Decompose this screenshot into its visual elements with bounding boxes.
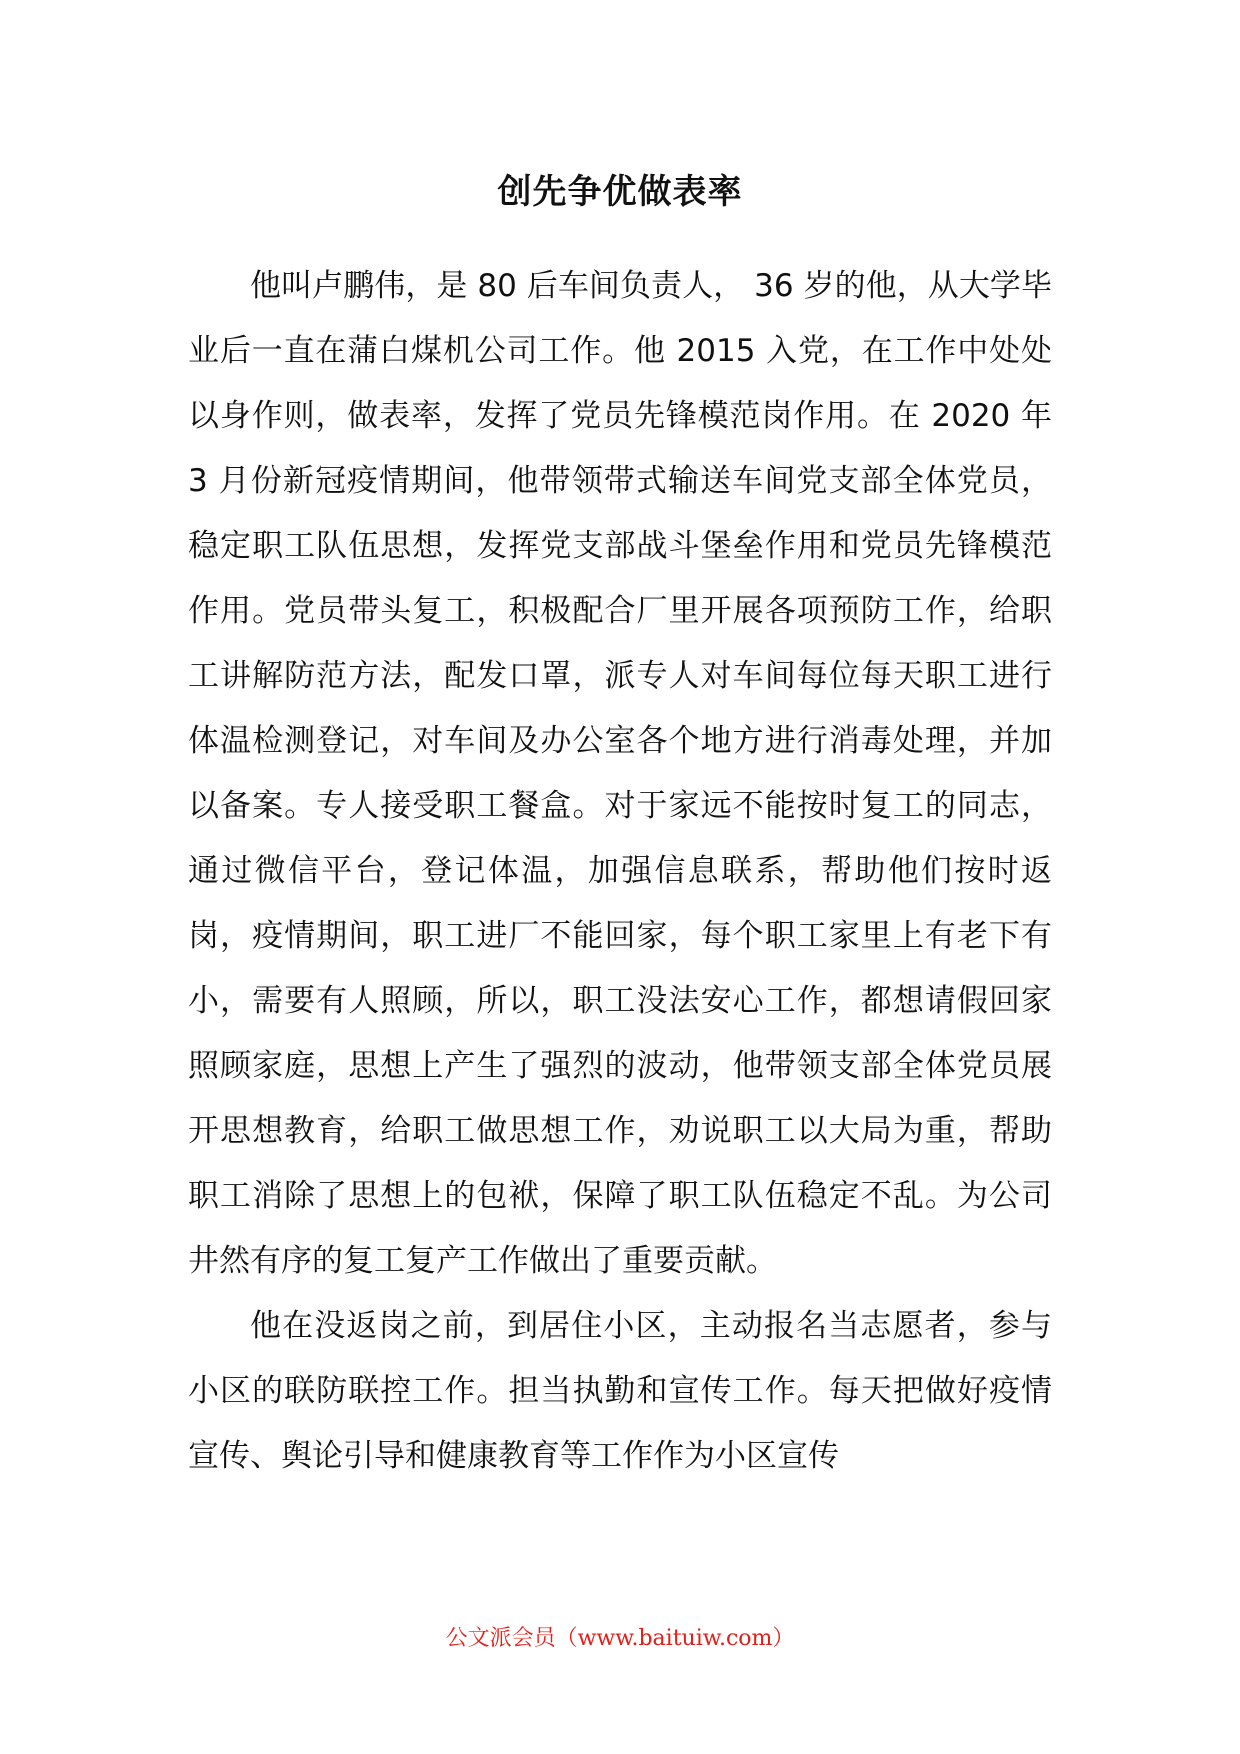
document-title: 创先争优做表率 [497, 172, 743, 212]
document-body [188, 254, 1052, 1489]
paragraph-1: 他叫卢鹏伟，是 80 后车间负责人， 36 岁的他，从大学毕业后一直在蒲白煤机公司工作。他 2015 入党，在工作中处处以身作则，做表率，发挥了党员先锋模范岗作用。在 2020 年 3 月份新冠疫情期间，他带领带式输送车间党支部全体党员，稳定职工队伍思想，发挥党支部战斗堡垒作用和党员先锋模范作用。党员带头复工，积极配合厂里开展各项预防工作，给职工讲解防范方法，配发口罩，派专人对车间每位每天职工进行体温检测登记，对车间及办公室各个地方进行消毒处理，并加以备案。专人接受职工餐盒。对于家远不能按时复工的同志，通过微信平台，登记体温，加强信息联系，帮助他们按时返岗，疫情期间，职工进厂不能回家，每个职工家里上有老下有小，需要有人照顾，所以，职工没法安心工作，都想请假回家照顾家庭，思想上产生了强烈的波动，他带领支部全体党员展开思想教育，给职工做思想工作，劝说职工以大局为重，帮助职工消除了思想上的包袱，保障了职工队伍稳定不乱。为公司井然有序的复工复产工作做出了重要贡献。 [188, 268, 1052, 1279]
footer-watermark: 公文派会员（www.baituiw.com） [445, 1626, 795, 1651]
paragraph-2: 他在没返岗之前，到居住小区，主动报名当志愿者，参与小区的联防联控工作。担当执勤和宣传工作。每天把做好疫情宣传、舆论引导和健康教育等工作作为小区宣传 [188, 1308, 1052, 1474]
